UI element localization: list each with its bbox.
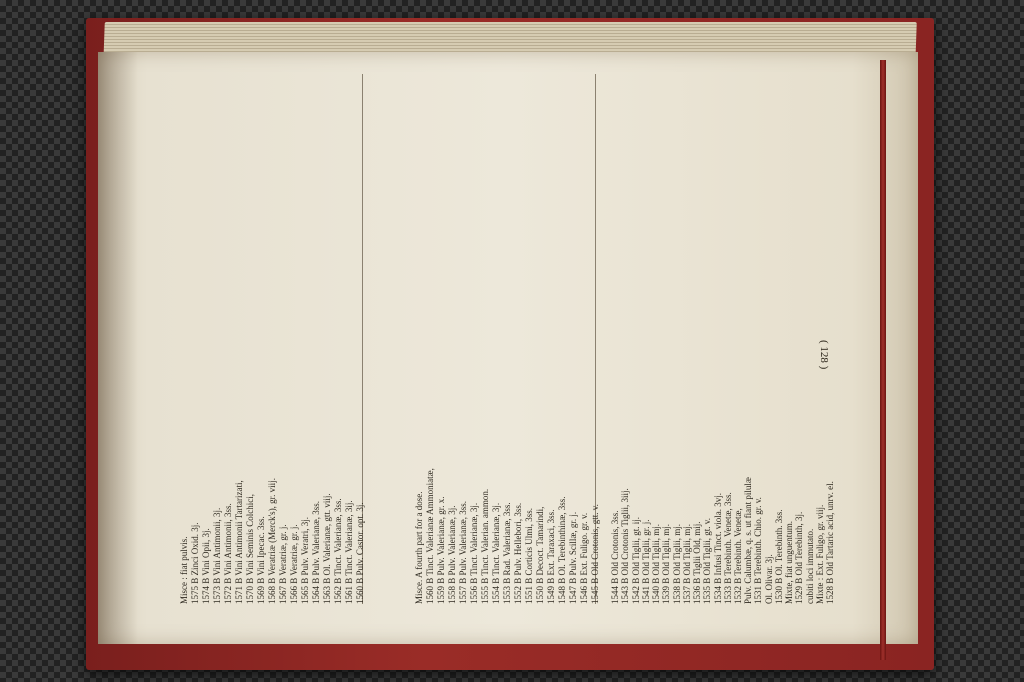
- text-line: 1555 B Tinct. Valerian. ammon.: [480, 488, 490, 604]
- text-line: Mixte : Ext. Fuligo, gr. viij.: [814, 504, 825, 604]
- text-line: 1548 B Ol. Terebinthinæ, 3ss.: [557, 496, 567, 604]
- text-line: 1531 B Terebinth. Chio. gr. v.: [753, 497, 764, 604]
- text-line: 1532 B Terebinth. Venetæ,: [732, 508, 743, 604]
- text-line: 1559 B Pulv. Valerianæ, gr. x.: [436, 496, 446, 604]
- text-line: 1544 B Old Crotonis, 3ss.: [610, 510, 621, 604]
- text-line: 1547 B Pulv. Scillæ, gr. j.: [568, 511, 578, 604]
- text-line: 1570 B Vini Seminis Colchici,: [245, 493, 255, 604]
- text-line: Pulv. Calumbæ, q. s. ut fiant pilulæ: [743, 477, 754, 604]
- text-line: 1565 B Pulv. Veratri, 3j.: [300, 517, 310, 604]
- text-line: 1550 B Decoct. Tamarindi,: [535, 506, 545, 604]
- text-line: 1536 B Tiglii Old, mij.: [692, 521, 703, 604]
- text-line: 1553 B Rad. Valerianæ, 3ss.: [502, 502, 512, 604]
- text-line: Ol. Olivar. 3j.: [763, 554, 774, 604]
- text-line: cubiti loci immutato.: [804, 528, 815, 604]
- text-line: 1549 B Ext. Taraxaci, 3ss.: [546, 509, 556, 604]
- text-line: 1557 B Pulv. Valerianæ, 3ss.: [458, 500, 468, 604]
- text-line: 1573 B Vini Antimonii, 3j.: [212, 507, 222, 604]
- text-column-left: [600, 70, 835, 610]
- text-line: 1568 B Veratriæ (Merck's), gr. viij.: [267, 478, 277, 604]
- text-line: 1538 B Old Tiglii, mj.: [671, 523, 682, 604]
- text-line: 1546 B Ext. Fuligo. gr. v.: [579, 512, 589, 604]
- text-line: 1539 B Old Tiglii, mj.: [661, 523, 672, 604]
- text-line: 1563 B Ol. Valerianæ, gtt. viij.: [322, 493, 332, 604]
- text-line: 1569 B Vini Ipecac. 3ss.: [256, 516, 266, 604]
- text-line: 1566 B Veratriæ, gr. j.: [289, 524, 299, 604]
- text-line: 1558 B Pulv. Valerianæ, 3j.: [447, 505, 457, 604]
- text-line: 1551 B Corticis Ulmi, 3ss.: [524, 507, 534, 604]
- text-line: 1545 B Old Crotonis, gtt. v.: [590, 504, 600, 604]
- page-text: [130, 70, 870, 630]
- text-line: Mixte, fiat unguentum.: [784, 521, 795, 604]
- text-line: 1540 B Old Tiglii, mj.: [651, 523, 662, 604]
- text-line: 1562 B Tinct. Valerianæ, 3ss.: [333, 498, 343, 604]
- text-column-right: [130, 70, 365, 610]
- text-line: 1561 B Tinct. Valerianæ, 3ij.: [344, 500, 354, 604]
- text-line: 1560 B Pulv. Castor. opt. 3j.: [355, 502, 365, 604]
- text-line: 1541 B Old Tiglii, gr. j.: [640, 519, 651, 604]
- text-line: 1552 B Pulv. Hellebori, 3ss.: [513, 502, 523, 604]
- text-line: 1533 B Terebinth. Venetæ, 3ss.: [722, 492, 733, 604]
- text-line: 1528 B Old Tartaric acid, unrv. el.: [825, 481, 835, 604]
- text-line: 1572 B Vini Antimonii, 3ss.: [223, 503, 233, 604]
- page-number: ( 128 ): [818, 340, 830, 370]
- text-line: 1537 B Old Tiglii, mj.: [681, 523, 692, 604]
- text-column-middle: [365, 70, 600, 610]
- text-line: 1530 B Ol. Terebinth. 3ss.: [773, 509, 784, 604]
- text-line: 1542 B Old Tiglii, gt. ij.: [630, 516, 641, 604]
- text-line: 1567 B Veratriæ, gr. j.: [278, 524, 288, 604]
- text-line: 1574 B Vini Opii, 3j.: [201, 528, 211, 604]
- text-line: Misce : fiat pulvis.: [179, 536, 189, 604]
- text-line: 1529 B Old Terebinth, 3j.: [794, 511, 805, 604]
- text-line: 1554 B Tinct. Valerianæ, 3j.: [491, 502, 501, 604]
- text-line: 1543 B Old Crotonis Tiglii, 3iij.: [620, 488, 631, 604]
- bookmark-ribbon: [880, 60, 886, 660]
- text-line: 1556 B Tinct. Valerianæ, 3j.: [469, 502, 479, 604]
- text-line: Misce. A fourth part for a dose.: [414, 491, 424, 604]
- text-line: 1534 B Infusi Tinct. viola. 3vj.: [712, 492, 723, 604]
- text-line: 1535 B Old Tiglii, gt. v.: [702, 518, 713, 604]
- text-line: 1571 B Vini Antimonii Tartarizati,: [234, 480, 244, 604]
- text-line: 1575 B Zinci Oxid. 3j.: [190, 522, 200, 604]
- text-line: 1560 B Tinct. Valerianæ Ammoniatæ,: [425, 468, 435, 604]
- text-line: 1564 B Pulv. Valerianæ, 3ss.: [311, 500, 321, 604]
